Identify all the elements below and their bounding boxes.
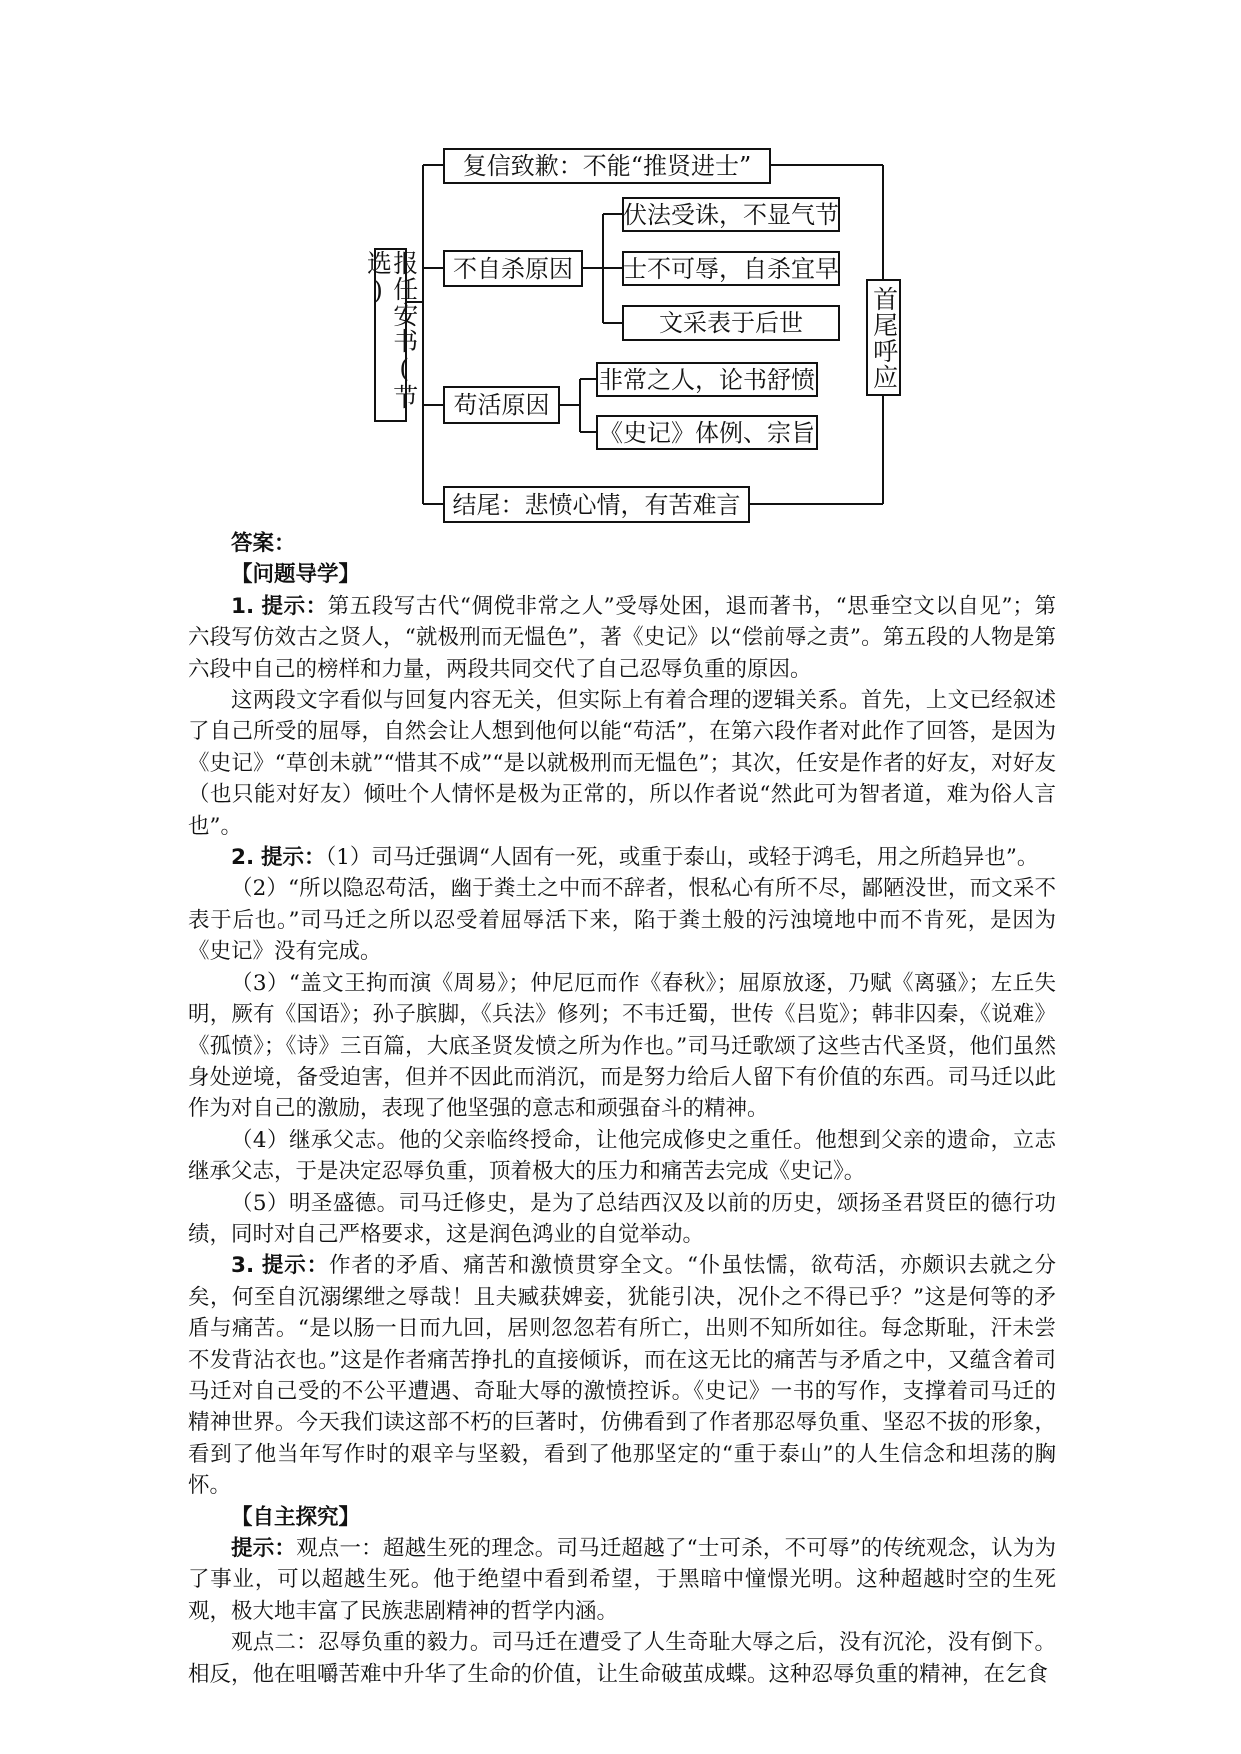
q2-number: 2.: [231, 845, 255, 871]
q2-label: 提示：: [260, 845, 326, 871]
q2-paragraph-2: （2）“所以隐忍苟活，幽于粪土之中而不辞者，恨私心有所不尽，鄙陋没世，而文采不表于后也。”司马迁之所以忍受着屈辱活下来，陷于粪土般的污浊境地中而不肯死，是因为《史记》没有完成。: [188, 876, 1056, 965]
structure-diagram: [0, 0, 1241, 540]
not-suicide-reason-1: 伏法受诛，不显气节: [622, 197, 840, 232]
explore-paragraph-2: 观点二：忍辱负重的毅力。司马迁在遭受了人生奇耻大辱之后，没有沉沦，没有倒下。相反，他在咀嚼苦难中升华了生命的价值，让生命破茧成蝶。这种忍辱负重的精神，在乞食: [188, 1630, 1056, 1687]
q1-label: 提示：: [261, 593, 328, 619]
q3-label: 提示：: [261, 1253, 329, 1279]
diagram-connectors: [0, 0, 1241, 540]
branch-survive: 苟活原因: [443, 386, 560, 424]
q2-paragraph-5: （5）明圣盛德。司马迁修史，是为了总结西汉及以前的历史，颂扬圣君贤臣的德行功绩，同时对自己严格要求，这是润色鸿业的自觉举动。: [188, 1190, 1056, 1247]
branch-not-suicide: 不自杀原因: [443, 250, 583, 287]
q1-number: 1.: [231, 593, 255, 619]
not-suicide-reason-2: 士不可辱，自杀宜早: [622, 251, 840, 286]
diagram-root-label: 报任安书(节选): [363, 250, 419, 410]
q2-paragraph-3: （3）“盖文王拘而演《周易》；仲尼厄而作《春秋》；屈原放逐，乃赋《离骚》；左丘失明，厥有《国语》；孙子膑脚，《兵法》修列；不韦迁蜀，世传《吕览》；韩非囚秦，《说难》《孤愤》；《诗》三百篇，大底圣贤发愤之所为作也。”司马迁歌颂了这些古代圣贤，他们虽然身处逆境，备受迫害，但并不因此而消沉，而是努力给后人留下有价值的东西。司马迁以此作为对自己的激励，表现了他坚强的意志和顽强奋斗的精神。: [188, 970, 1056, 1122]
not-suicide-reason-3: 文采表于后世: [622, 305, 840, 341]
diagram-right-box: [866, 279, 901, 396]
q1-paragraph-1: 1. 提示：第五段写古代“倜傥非常之人”受辱处困，退而著书，“思垂空文以自见”；第六段写仿效古之贤人，“就极刑而无愠色”，著《史记》以“偿前辱之责”。第五段的人物是第六段中自己的榜样和力量，两段共同交代了自己忍辱负重的原因。: [188, 593, 1056, 682]
survive-reason-2: 《史记》体例、宗旨: [596, 415, 818, 450]
section-title-guided-questions: 【问题导学】: [231, 562, 361, 588]
branch-ending: 结尾：悲愤心情，有苦难言: [443, 486, 750, 523]
survive-reason-1: 非常之人，论书舒愤: [596, 362, 818, 397]
answer-heading: 答案：: [231, 531, 296, 556]
q3-paragraph-1: 3. 提示：作者的矛盾、痛苦和激愤贯穿全文。“仆虽怯懦，欲苟活，亦颇识去就之分矣，何至自沉溺缧绁之辱哉！且夫臧获婢妾，犹能引决，况仆之不得已乎？”这是何等的矛盾与痛苦。“是以肠一日而九回，居则忽忽若有所亡，出则不知所如往。每念斯耻，汗未尝不发背沾衣也。”这是作者痛苦挣扎的直接倾诉，而在这无比的痛苦与矛盾之中，又蕴含着司马迁对自己受的不公平遭遇、奇耻大辱的激愤控诉。《史记》一书的写作，支撑着司马迁的精神世界。今天我们读这部不朽的巨著时，仿佛看到了作者那忍辱负重、坚忍不拔的形象，看到了他当年写作时的艰辛与坚毅，看到了他那坚定的“重于泰山”的人生信念和坦荡的胸怀。: [188, 1253, 1056, 1499]
q2-paragraph-1: 2. 提示：（1）司马迁强调“人固有一死，或重于泰山，或轻于鸿毛，用之所趋异也”。: [231, 845, 1039, 871]
explore-paragraph-1: 提示：观点一：超越生死的理念。司马迁超越了“士可杀，不可辱”的传统观念，认为为了事业，可以超越生死。他于绝望中看到希望，于黑暗中憧憬光明。这种超越时空的生死观，极大地丰富了民族悲剧精神的哲学内涵。: [188, 1536, 1056, 1624]
q3-number: 3.: [231, 1253, 255, 1279]
section-title-self-explore: 【自主探究】: [231, 1504, 361, 1530]
q2-paragraph-4: （4）继承父志。他的父亲临终授命，让他完成修史之重任。他想到父亲的遗命，立志继承父志，于是决定忍辱负重，顶着极大的压力和痛苦去完成《史记》。: [188, 1127, 1056, 1185]
branch-reply-apology: 复信致歉：不能“推贤进士”: [443, 148, 771, 184]
answer-section: [188, 528, 1056, 1690]
q1-paragraph-2: 这两段文字看似与回复内容无关，但实际上有着合理的逻辑关系。首先，上文已经叙述了自己所受的屈辱，自然会让人想到他何以能“苟活”，在第六段作者对此作了回答，是因为《史记》“草创未就”“惜其不成”“是以就极刑而无愠色”；其次，任安是作者的好友，对好友（也只能对好友）倾吐个人情怀是极为正常的，所以作者说“然此可为智者道，难为俗人言也”。: [188, 688, 1056, 839]
explore-label: 提示：: [231, 1536, 297, 1561]
diagram-root-box: [363, 248, 419, 422]
diagram-right-label: 首尾呼应: [869, 285, 899, 390]
